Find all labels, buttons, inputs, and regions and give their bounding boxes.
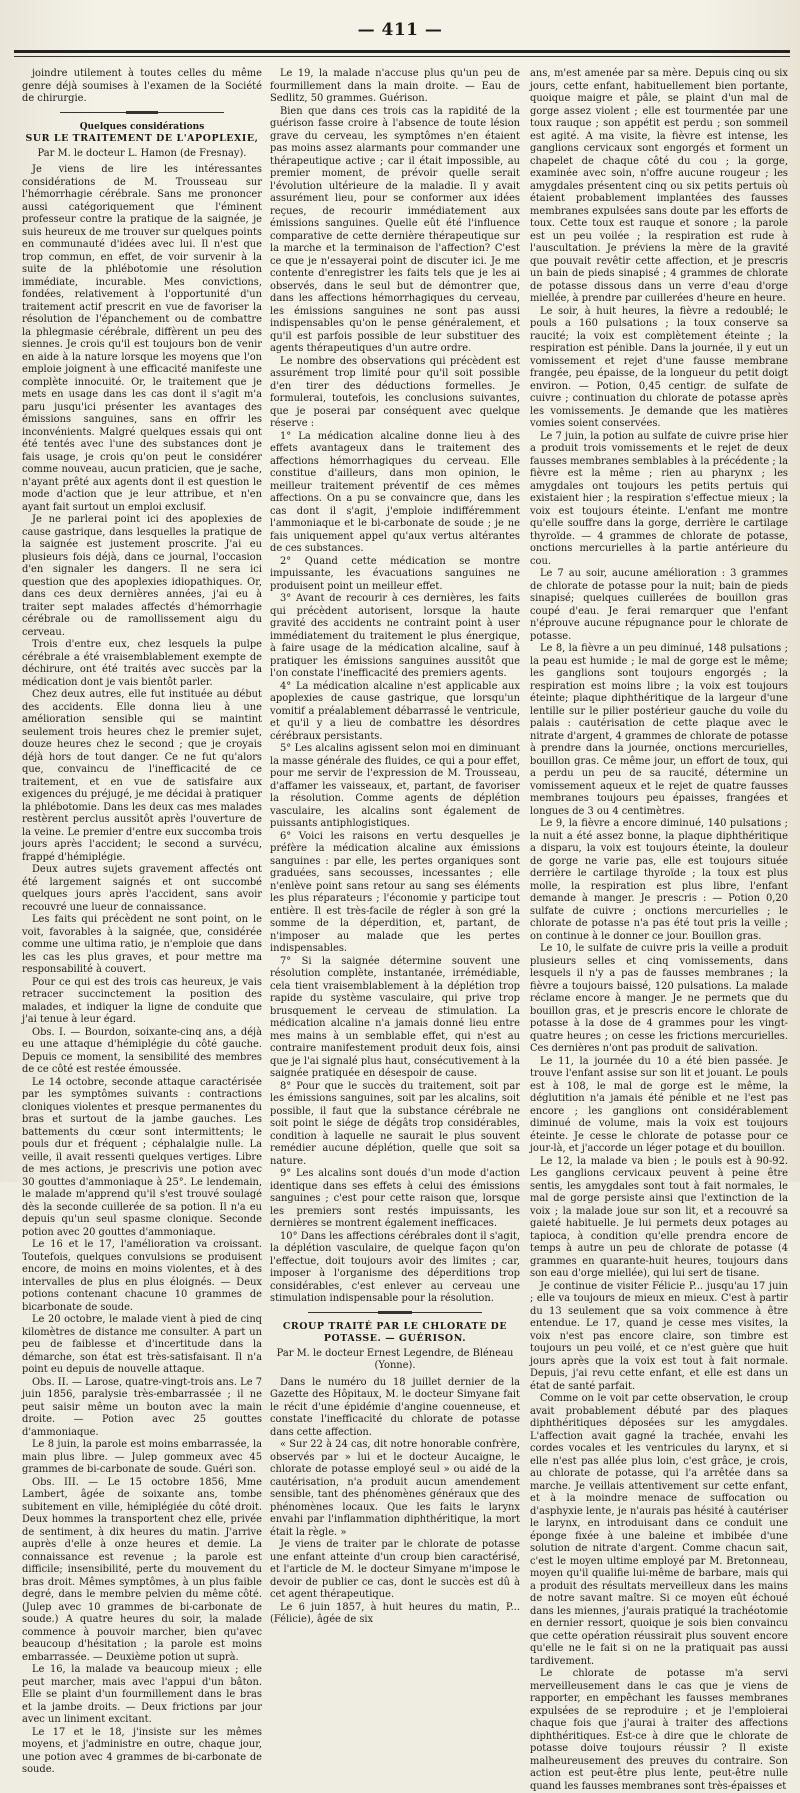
section-separator <box>60 112 224 116</box>
article-byline: Par M. le docteur Ernest Legendre, de Bléneau (Yonne). <box>276 1347 514 1371</box>
paragraph: 1° La médication alcaline donne lieu à des effets avantageux dans le traitement des affections hémorrhagiques du cerveau. Elle constitue d'ailleurs, dans mon opinion, le meilleur traitement préventif de ces mêmes affections. On a pu se convaincre que, dans les cas dont il s'agit, j'emploie indifféremment l'ammoniaque et le bi-carbonate de soude ; je ne fais uniquement appel qu'aux vertus altérantes de ces substances. <box>270 430 520 554</box>
paragraph: 3° Avant de recourir à ces dernières, les faits qui précèdent autorisent, lorsque la haute gravité des accidents ne contraint point à user immédiatement du traitement le plus énergique, à faire usage de la médication alcaline, sauf à pratiquer les émissions sanguines aussitôt que l'on constate l'inefficacité des premiers agents. <box>270 593 520 679</box>
paragraph: 9° Les alcalins sont doués d'un mode d'action identique dans ses effets à celui des émissions sanguines ; c'est pour cette raison que, lorsque les premiers sont restés impuissants, les dernières se montrent également inefficaces. <box>270 1168 520 1229</box>
article-title: SUR LE TRAITEMENT DE L'APOPLEXIE, <box>25 133 259 144</box>
paragraph: 5° Les alcalins agissent selon moi en diminuant la masse générale des fluides, ce qui a pour effet, pour me servir de l'expression de M. Trousseau, d'affamer les vaisseaux, et, partant, de favoriser la résolution. Comme agents de déplétion vasculaire, les alcalins sont également de puissants antiphlogistiques. <box>270 743 520 829</box>
column-3 <box>530 68 788 1792</box>
paragraph: Le 16, la malade va beaucoup mieux ; elle peut marcher, mais avec l'appui d'un bâton. Elle se plaint d'un fourmillement dans le bras et la jambe droits. — Deux frictions par jour avec un liniment excitant. <box>22 1664 262 1725</box>
paragraph: Deux autres sujets gravement affectés ont été largement saignés et ont succombé quelques jours après l'accident, sans avoir recouvré une lueur de connaissance. <box>22 864 262 913</box>
paragraph: 7° Si la saignée détermine souvent une résolution complète, instantanée, irrémédiable, cela tient vraisemblablement à la déplétion trop rapide du système vasculaire, qui prive trop brusquement le cerveau de stimulation. La médication alcaline n'a jamais donné lieu entre mes mains à un semblable effet, qui n'est au contraire manifestement produit deux fois, ainsi que je l'ai signalé plus haut, consécutivement à la saignée pratiquée en désespoir de cause. <box>270 955 520 1079</box>
paragraph: Le 19, la malade n'accuse plus qu'un peu de fourmillement dans la main droite. — Eau de Sedlitz, 50 grammes. Guérison. <box>270 68 520 104</box>
paragraph: Le 9, la fièvre a encore diminué, 140 pulsations ; la nuit a été assez bonne, la plaque diphthéritique a disparu, la voix est toujours éteinte, la douleur de gorge ne varie pas, elle est toujours située derrière le cartilage thyroïde ; la toux est plus molle, la respiration est plus libre, l'enfant demande à manger. Je prescris : — Potion 0,20 sulfate de cuivre ; onctions mercurielles ; le chlorate de potasse n'a pas été tout pris la veille ; on continue à le donner ce jour. Bouillon gras. <box>530 818 788 942</box>
paragraph: 6° Voici les raisons en vertu desquelles je préfère la médication alcaline aux émissions sanguines : par elle, les pertes organiques sont graduées, sans secousses, incessantes ; elle n'enlève point sans retour au sang ses éléments les plus réparateurs ; l'économie y participe tout entière. Il est très-facile de régler à son gré la somme de la déperdition, et, partant, de n'imposer au malade que les pertes indispensables. <box>270 830 520 954</box>
paragraph: Le 8 juin, la parole est moins embarrassée, la main plus libre. — Julep gommeux avec 45 grammes de bi-carbonate de soude. Guéri son. <box>22 1439 262 1475</box>
paragraph: Le chlorate de potasse m'a servi merveilleusement dans le cas que je viens de rapporter, en empêchant les fausses membranes expulsées de se reproduire ; et je l'emploierai chaque fois que j'aurai à traiter des affections diphthéritiques. Est-ce à dire que le chlorate de potasse doive toujours réussir ? Il existe malheureusement des preuves du contraire. Son action est peut-être plus lente, peut-être nulle quand les fausses membranes sont très-épaisses et <box>530 1668 788 1792</box>
paragraph: Le 11, la journée du 10 a été bien passée. Je trouve l'enfant assise sur son lit et jouant. Le pouls est à 108, le mal de gorge est le même, la déglutition n'a jamais été pénible et ne l'est pas encore ; les ganglions ont considérablement diminué de volume, mais la voix est toujours éteinte. Je cesse le chlorate de potasse pour ce jour-là, et j'accorde un léger potage et du bouillon. <box>530 1055 788 1154</box>
paragraph: Le 20 octobre, le malade vient à pied de cinq kilomètres de distance me consulter. A part un peu de faiblesse et d'incertitude dans la démarche, son état est très-satisfaisant. Il n'a point eu depuis de nouvelle attaque. <box>22 1314 262 1375</box>
column-1 <box>22 68 262 1775</box>
paragraph: 2° Quand cette médication se montre impuissante, les évacuations sanguines ne produisent point un meilleur effet. <box>270 555 520 592</box>
paragraph: Je ne parlerai point ici des apoplexies de cause gastrique, dans lesquelles la pratique de la saignée est justement proscrite. J'ai eu plusieurs fois déjà, dans ce journal, l'occasion d'en signaler les dangers. Il ne sera ici question que des apoplexies idiopathiques. Or, dans ces deux dernières années, j'ai eu à traiter sept malades affectés d'hémorrhagie cérébrale ou de ramollissement aigu du cerveau. <box>22 514 262 638</box>
paragraph: Obs. II. — Larose, quatre-vingt-trois ans. Le 7 juin 1856, paralysie très-embarrassée ; il ne peut saisir même un bouton avec la main droite. — Potion avec 25 gouttes d'ammoniaque. <box>22 1376 262 1438</box>
column-2 <box>270 68 520 1625</box>
paragraph: Le 17 et le 18, j'insiste sur les mêmes moyens, et j'administre en outre, chaque jour, une potion avec 4 grammes de bi-carbonate de soude. <box>22 1726 262 1775</box>
paragraph: Le soir, à huit heures, la fièvre a redoublé; le pouls a 160 pulsations ; la toux conserve sa raucité; la voix est complètement éteinte ; la respiration est pénible. Dans la journée, il y eut un vomissement et rejet d'une fausse membrane frangée, peu épaisse, de la longueur du petit doigt environ. — Potion, 0,45 centigr. de sulfate de cuivre ; continuation du chlorate de potasse après les vomissements. Je demande que les matières vomies soient conservées. <box>530 305 788 429</box>
article-heading-small: Quelques considérations <box>79 121 205 132</box>
paragraph: 4° La médication alcaline n'est applicable aux apoplexies de cause gastrique, que lorsqu'un vomitif a préalablement débarrassé le ventricule, et qu'il y a lieu de combattre les désordres cérébraux persistants. <box>270 680 520 742</box>
paragraph: Le nombre des observations qui précèdent est assurément trop limité pour qu'il soit possible d'en tirer des déductions formelles. Je formulerai, toutefois, les conclusions suivantes, que je poserai par conséquent avec quelque réserve : <box>270 355 520 429</box>
paragraph: Le 16 et le 17, l'amélioration va croissant. Toutefois, quelques convulsions se produisent encore, de moins en moins violentes, et à des intervalles de plus en plus éloignés. — Deux potions contenant chacune 10 grammes de bicarbonate de soude. <box>22 1239 262 1313</box>
paragraph: Le 6 juin 1857, à huit heures du matin, P... (Félicie), âgée de six <box>270 1601 520 1625</box>
paragraph: Je continue de visiter Félicie P... jusqu'au 17 juin ; elle va toujours de mieux en mieux. C'est à partir du 13 seulement que sa voix commence à être entendue. Le 17, quand je cesse mes visites, la voix n'est pas encore claire, son timbre est toujours un peu voilé, et ce n'est guère que huit jours après que la voix est tout à fait normale. Depuis, j'ai revu cette enfant, et elle est dans un état de santé parfait. <box>530 1280 788 1392</box>
paragraph: « Sur 22 à 24 cas, dit notre honorable confrère, observés par » lui et le docteur Aucaigne, le chlorate de potasse employé seul » ou aidé de la cautérisation, n'a produit aucun amendement sensible, tant des phénomènes généraux que des phénomènes locaux. Que les faits le larynx envahi par l'inflammation diphthéritique, la mort était la règle. » <box>270 1439 520 1538</box>
page-header <box>0 6 800 50</box>
paragraph: ans, m'est amenée par sa mère. Depuis cinq ou six jours, cette enfant, habituellement bien portante, quoique maigre et pâle, se plaint d'un mal de gorge assez violent ; elle est tourmentée par une toux rauque ; son appétit est perdu ; son sommeil est agité. A ma visite, la fièvre est intense, les ganglions cervicaux sont engorgés et forment un chapelet de chaque côté du cou ; la gorge, examinée avec soin, n'offre aucune rougeur ; les amygdales présentent cinq ou six petits pertuis où étaient probablement implantées des fausses membranes expulsées sans doute par les efforts de toux. Cette toux est rauque et sonore ; la parole est un peu voilée ; la respiration est rude à l'auscultation. Je préviens la mère de la gravité que pouvait revêtir cette affection, et je prescris un bain de pieds sinapisé ; 4 grammes de chlorate de potasse dissous dans un verre d'eau d'orge miellée, à prendre par cuillerées d'heure en heure. <box>530 68 788 304</box>
paragraph: Le 14 octobre, seconde attaque caractérisée par les symptômes suivants : contractions cloniques violentes et presque permanentes du bras et surtout de la jambe gauches. Les battements du cœur sont intermittents; le pouls dur et fréquent ; céphalalgie nulle. La veille, il avait ressenti quelques vertiges. Libre de mes actions, je prescrivis une potion avec 30 gouttes d'ammoniaque à 25°. Le lendemain, le malade m'apprend qu'il s'est trouvé soulagé dès la seconde cuillerée de sa potion. Il n'a eu depuis qu'un seul spasme clonique. Seconde potion avec 20 gouttes d'ammoniaque. <box>22 1076 262 1238</box>
paragraph: Pour ce qui est des trois cas heureux, je vais retracer succinctement la position des malades, et indiquer la ligne de conduite que j'ai tenue à leur égard. <box>22 976 262 1025</box>
paragraph: Trois d'entre eux, chez lesquels la pulpe cérébrale a été vraisemblablement exempte de déchirure, ont été traités avec succès par la médication dont je vais bientôt parler. <box>22 639 262 688</box>
page-number: — 411 — <box>357 20 443 40</box>
paragraph: Le 8, la fièvre a un peu diminué, 148 pulsations ; la peau est humide ; le mal de gorge est le même; les ganglions sont toujours engorgés ; la respiration est moins libre ; la voix est toujours éteinte; plaque diphthéritique de la largeur d'une lentille sur le pilier postérieur gauche du voile du palais : cautérisation de cette plaque avec le nitrate d'argent, 4 grammes de chlorate de potasse à prendre dans la journée, onctions mercurielles, bouillon gras. Ce même jour, un effort de toux, qui a perdu un peu de sa raucité, détermine un vomissement aqueux et le rejet de quatre fausses membranes toujours peu épaisses, frangées et longues de 3 ou 4 centimètres. <box>530 643 788 817</box>
paragraph: Le 12, la malade va bien ; le pouls est à 90-92. Les ganglions cervicaux peuvent à peine être sentis, les amygdales sont tout à fait normales, le mal de gorge persiste ainsi que l'extinction de la voix ; la malade joue sur son lit, et a recouvré sa gaieté habituelle. Je lui permets deux potages au tapioca, à condition qu'elle prendra encore de temps à autre un peu de chlorate de potasse (4 grammes en quarante-huit heures, toujours dans son eau d'orge miellée), qui lui sert de tisane. <box>530 1155 788 1279</box>
paragraph: Comme on le voit par cette observation, le croup avait probablement débuté par des plaques diphthéritiques déposées sur les amygdales. L'affection avait gagné la trachée, envahi les cordes vocales et les ventricules du larynx, et si elle n'est pas allée plus loin, c'est grâce, je crois, au chlorate de potasse, qui l'a arrêtée dans sa marche. Je veillais attentivement sur cette enfant, et à la moindre menace de suffocation ou d'asphyxie lente, je n'aurais pas hésité à cautériser le larynx, en introduisant dans ce conduit une éponge fixée à une baleine et imbibée d'une solution de nitrate d'argent. Comme chacun sait, c'est le moyen ultime employé par M. Bretonneau, moyen qu'il qualifie lui-même de barbare, mais qui a produit des résultats merveilleux dans les mains de notre savant maître. Si ce moyen eût échoué dans les miennes, j'aurais pratiqué la trachéotomie en dernier ressort, quoique je sois bien convaincu que cette opération réussirait plus souvent encore qu'elle ne le fait si on ne la pratiquait pas aussi tardivement. <box>530 1393 788 1667</box>
paragraph: Obs. III. — Le 15 octobre 1856, Mme Lambert, âgée de soixante ans, tombe subitement en ville, hémiplégiée du côté droit. Deux hommes la transportent chez elle, privée de sentiment, à dix heures du matin. J'arrive auprès d'elle à onze heures et demie. La connaissance est revenue ; la parole est difficile; insensibilité, perte du mouvement du bras droit. Mêmes symptômes, à un plus faible degré, dans le membre pelvien du même côté. (Julep avec 10 grammes de bi-carbonate de soude.) A quatre heures du soir, la malade commence à pouvoir marcher, bien qu'avec beaucoup d'hésitation ; la parole est moins embarrassée. — Deuxième potion ut suprà. <box>22 1476 262 1663</box>
paragraph: Chez deux autres, elle fut instituée au début des accidents. Elle donna lieu à une amélioration sensible qui se maintint seulement trois heures chez le premier sujet, douze heures chez le second ; que je croyais déjà hors de tout danger. Ce ne fut qu'alors que, convaincu de l'inefficacité de ce traitement, et en vue de satisfaire aux exigences du préjugé, je me décidai à pratiquer la phlébotomie. Dans les deux cas mes malades restèrent perclus aussitôt après l'ouverture de la veine. Le premier d'entre eux succomba trois jours après l'accident; le second a survécu, frappé d'hémiplégie. <box>22 689 262 863</box>
article-title: CROUP TRAITÉ PAR LE CHLORATE DE POTASSE. — GUÉRISON. <box>282 1320 508 1344</box>
paragraph: Je viens de lire les intéressantes considérations de M. Trousseau sur l'hémorrhagie cérébrale. Sans me prononcer aussi catégoriquement que l'éminent professeur contre la pratique de la saignée, je suis heureux de me trouver sur quelques points en communauté d'idées avec lui. Il n'est que trop commun, en effet, de voir survenir à la suite de la phlébotomie une résolution immédiate, incurable. Mes convictions, fondées, relativement à l'opportunité d'un traitement actif prescrit en vue de favoriser la résolution de l'épanchement ou de combattre la phlegmasie cérébrale, diffèrent un peu des siennes. Je crois qu'il est toujours bon de venir en aide à la nature lorsque les moyens que l'on emploie joignent à une efficacité manifeste une complète innocuité. Or, le traitement que je mets en usage dans les cas dont il s'agit m'a paru jusqu'ici présenter les avantages des émissions sanguines, sans en offrir les inconvénients. Malgré quelques essais qui ont été tentés avec l'une des substances dont je fais usage, je crois qu'on peut le considérer comme nouveau, aucun praticien, que je sache, n'ayant prêté aux agents dont il est question le mode d'action que je leur attribue, et n'en ayant fait surtout un emploi exclusif. <box>22 164 262 513</box>
header-rule-thin <box>14 56 790 57</box>
paragraph: Dans le numéro du 18 juillet dernier de la Gazette des Hôpitaux, M. le docteur Simyane fait le récit d'une épidémie d'angine couenneuse, et constate l'inefficacité du chlorate de potasse dans cette affection. <box>270 1376 520 1438</box>
paragraph: joindre utilement à toutes celles du même genre déjà soumises à l'examen de la Société de chirurgie. <box>22 68 262 104</box>
header-rule <box>14 50 790 53</box>
paragraph: Obs. I. — Bourdon, soixante-cinq ans, a déjà eu une attaque d'hémiplégie du côté gauche. Depuis ce moment, la sensibilité des membres de ce côté est restée émoussée. <box>22 1026 262 1075</box>
paragraph: Le 7 au soir, aucune amélioration : 3 grammes de chlorate de potasse pour la nuit; bain de pieds sinapisé; quelques cuillerées de bouillon gras coupé d'eau. Je ferai remarquer que l'enfant n'éprouve aucune répugnance pour le chlorate de potasse. <box>530 568 788 642</box>
paragraph: Les faits qui précèdent ne sont point, on le voit, favorables à la saignée, que, considérée comme une ultima ratio, je n'emploie que dans les cas les plus graves, et pour mettre ma responsabilité à couvert. <box>22 914 262 975</box>
paragraph: Je viens de traiter par le chlorate de potasse une enfant atteinte d'un croup bien caractérisé, et l'article de M. le docteur Simyane m'impose le devoir de publier ce cas, dont le succès est dû à cet agent thérapeutique. <box>270 1539 520 1600</box>
section-separator <box>308 1312 482 1316</box>
paragraph: 10° Dans les affections cérébrales dont il s'agit, la déplétion vasculaire, de quelque façon qu'on l'effectue, doit toujours avoir des limites ; car, imposer à l'organisme des déperditions trop considérables, c'est enlever au cerveau une stimulation indispensable pour la résolution. <box>270 1230 520 1304</box>
article-byline: Par M. le docteur L. Hamon (de Fresnay). <box>37 147 247 159</box>
paragraph: Le 10, le sulfate de cuivre pris la veille a produit plusieurs selles et cinq vomissements, dans lesquels il n'y a pas de fausses membranes ; la fièvre a toujours baissé, 120 pulsations. La malade réclame encore à manger. Je ne permets que du bouillon gras, et je prescris encore le chlorate de potasse à la dose de 4 grammes pour les vingt-quatre heures ; on cesse les frictions mercurielles. Ces dernières n'ont pas produit de salivation. <box>530 943 788 1054</box>
paragraph: Bien que dans ces trois cas la rapidité de la guérison fasse croire à l'absence de toute lésion grave du cerveau, les symptômes n'en étaient pas moins assez alarmants pour commander une thérapeutique active ; car il était impossible, au premier moment, de prévoir quelle serait l'évolution ultérieure de la maladie. Il y avait assurément lieu, pour se conformer aux idées reçues, de recourir immédiatement aux émissions sanguines. Quelle eût été l'influence comparative de cette dernière thérapeutique sur la marche et la terminaison de l'affection? C'est ce que je n'essayerai point de discuter ici. Je me contente d'enregistrer les faits tels que je les ai observés, dans le seul but de démontrer que, dans les affections hémorrhagiques du cerveau, les émissions sanguines ne sont pas aussi indispensables qu'on le pense généralement, et qu'il est parfois possible de leur substituer des agents thérapeutiques d'un autre ordre. <box>270 105 520 354</box>
paragraph: Le 7 juin, la potion au sulfate de cuivre prise hier a produit trois vomissements et le rejet de deux fausses membranes semblables à la précédente ; la fièvre est la même ; rien au pharynx ; les amygdales ont toujours les petits pertuis qui existaient hier ; la respiration s'effectue mieux ; la voix est toujours éteinte. L'enfant me montre qu'elle souffre dans la gorge, derrière le cartilage thyroïde. — 4 grammes de chlorate de potasse, onctions mercurielles à la partie antérieure du cou. <box>530 430 788 567</box>
paragraph: 8° Pour que le succès du traitement, soit par les émissions sanguines, soit par les alcalins, soit possible, il faut que la substance cérébrale ne soit point le siége de dégâts trop considérables, condition à laquelle ne saurait le plus souvent remédier aucune déplétion, quelle que soit sa nature. <box>270 1080 520 1167</box>
